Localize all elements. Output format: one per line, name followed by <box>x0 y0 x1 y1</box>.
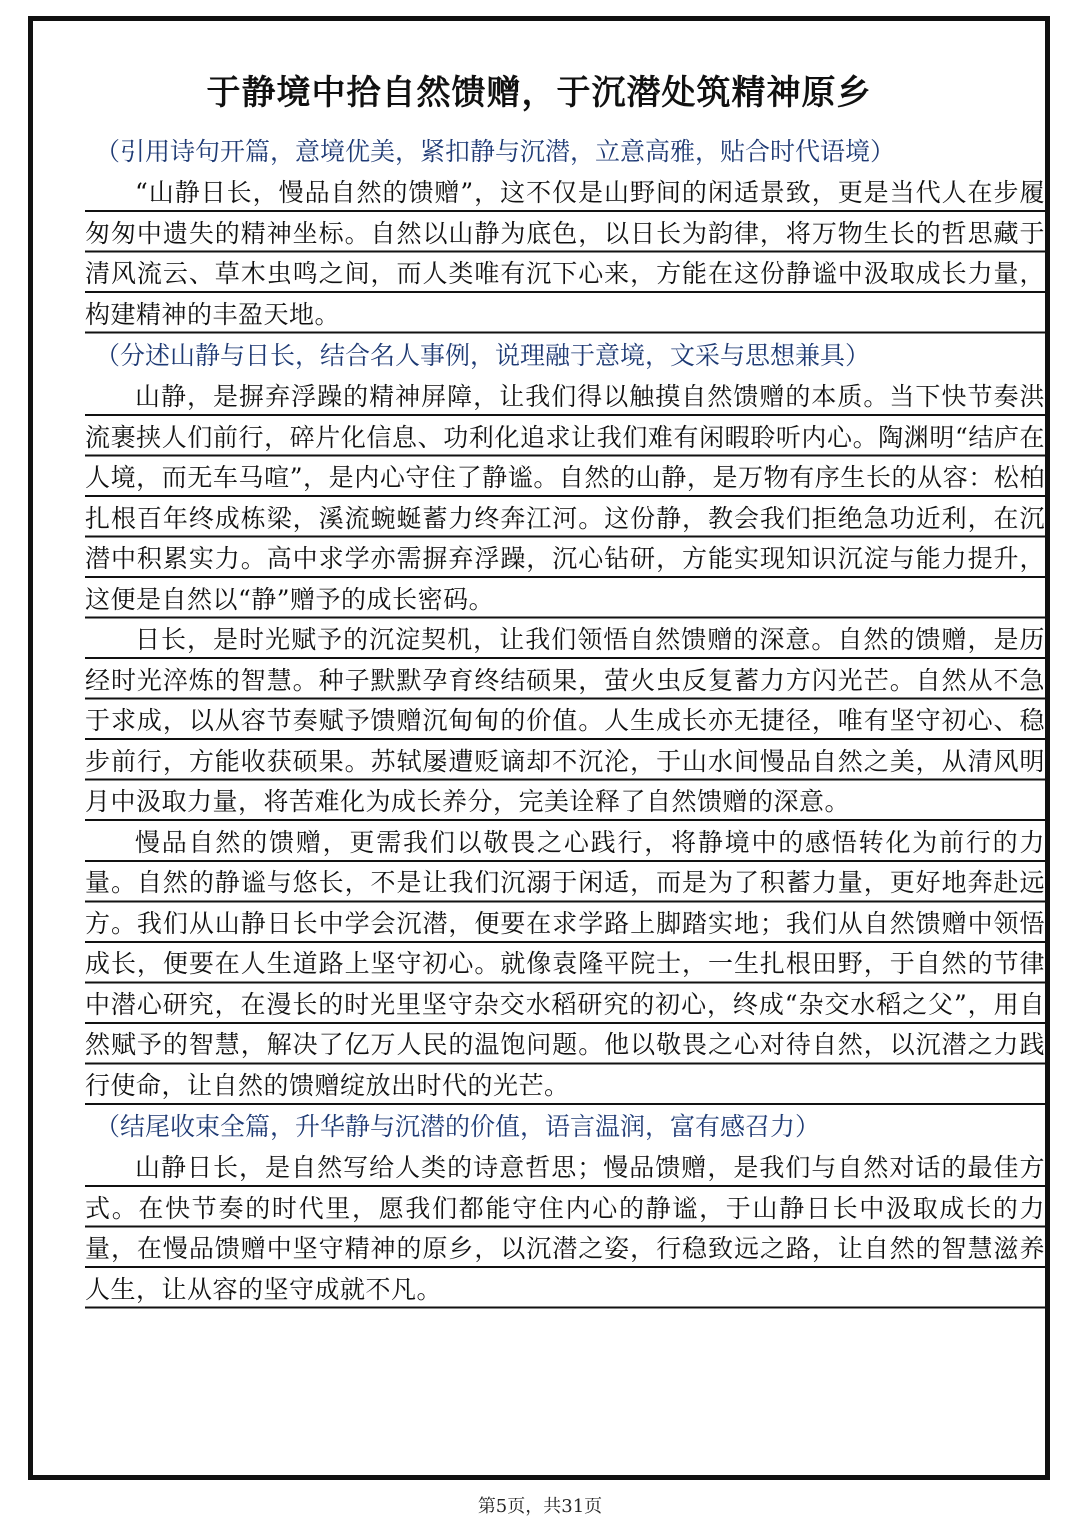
paragraph-1: “山静日长，慢品自然的馈赠”，这不仅是山野间的闲适景致，更是当代人在步履匆匆中遗失的精神坐标。自然以山静为底色，以日长为韵律，将万物生长的哲思藏于清风流云、草木虫鸣之间，而人类唯有沉下心来，方能在这份静谧中汲取成长力量，构建精神的丰盈天地。 <box>85 173 1045 335</box>
essay-title: 于静境中拾自然馈赠，于沉潜处筑精神原乡 <box>206 73 872 113</box>
page-number: 第5页，共31页 <box>477 1496 603 1517</box>
paragraph-5: 山静日长，是自然写给人类的诗意哲思；慢品馈赠，是我们与自然对话的最佳方式。在快节奏的时代里，愿我们都能守住内心的静谧，于山静日长中汲取成长的力量，在慢品馈赠中坚守精神的原乡，以沉潜之姿，行稳致远之路，让自然的智慧滋养人生，让从容的坚守成就不凡。 <box>85 1148 1045 1310</box>
essay-body <box>85 131 1045 1310</box>
paragraph-3: 日长，是时光赋予的沉淀契机，让我们领悟自然馈赠的深意。自然的馈赠，是历经时光淬炼的智慧。种子默默孕育终结硕果，萤火虫反复蓄力方闪光芒。自然从不急于求成，以从容节奏赋予馈赠沉甸甸的价值。人生成长亦无捷径，唯有坚守初心、稳步前行，方能收获硕果。苏轼屡遭贬谪却不沉沦，于山水间慢品自然之美，从清风明月中汲取力量，将苦难化为成长养分，完美诠释了自然馈赠的深意。 <box>85 620 1045 823</box>
paragraph-2: 山静，是摒弃浮躁的精神屏障，让我们得以触摸自然馈赠的本质。当下快节奏洪流裹挟人们前行，碎片化信息、功利化追求让我们难有闲暇聆听内心。陶渊明“结庐在人境，而无车马喧”，是内心守住了静谧。自然的山静，是万物有序生长的从容：松柏扎根百年终成栋梁，溪流蜿蜒蓄力终奔江河。这份静，教会我们拒绝急功近利，在沉潜中积累实力。高中求学亦需摒弃浮躁，沉心钻研，方能实现知识沉淀与能力提升，这便是自然以“静”赠予的成长密码。 <box>85 377 1045 620</box>
page-frame <box>28 16 1050 1480</box>
comment-opening: （引用诗句开篇，意境优美，紧扣静与沉潜，立意高雅，贴合时代语境） <box>95 137 896 166</box>
comment-ending: （结尾收束全篇，升华静与沉潜的价值，语言温润，富有感召力） <box>95 1112 821 1141</box>
paragraph-4: 慢品自然的馈赠，更需我们以敬畏之心践行，将静境中的感悟转化为前行的力量。自然的静谧与悠长，不是让我们沉溺于闲适，而是为了积蓄力量，更好地奔赴远方。我们从山静日长中学会沉潜，便要在求学路上脚踏实地；我们从自然馈赠中领悟成长，便要在人生道路上坚守初心。就像袁隆平院士，一生扎根田野，于自然的节律中潜心研究，在漫长的时光里坚守杂交水稻研究的初心，终成“杂交水稻之父”，用自然赋予的智慧，解决了亿万人民的温饱问题。他以敬畏之心对待自然，以沉潜之力践行使命，让自然的馈赠绽放出时代的光芒。 <box>85 823 1045 1107</box>
comment-body: （分述山静与日长，结合名人事例，说理融于意境，文采与思想兼具） <box>95 341 871 370</box>
